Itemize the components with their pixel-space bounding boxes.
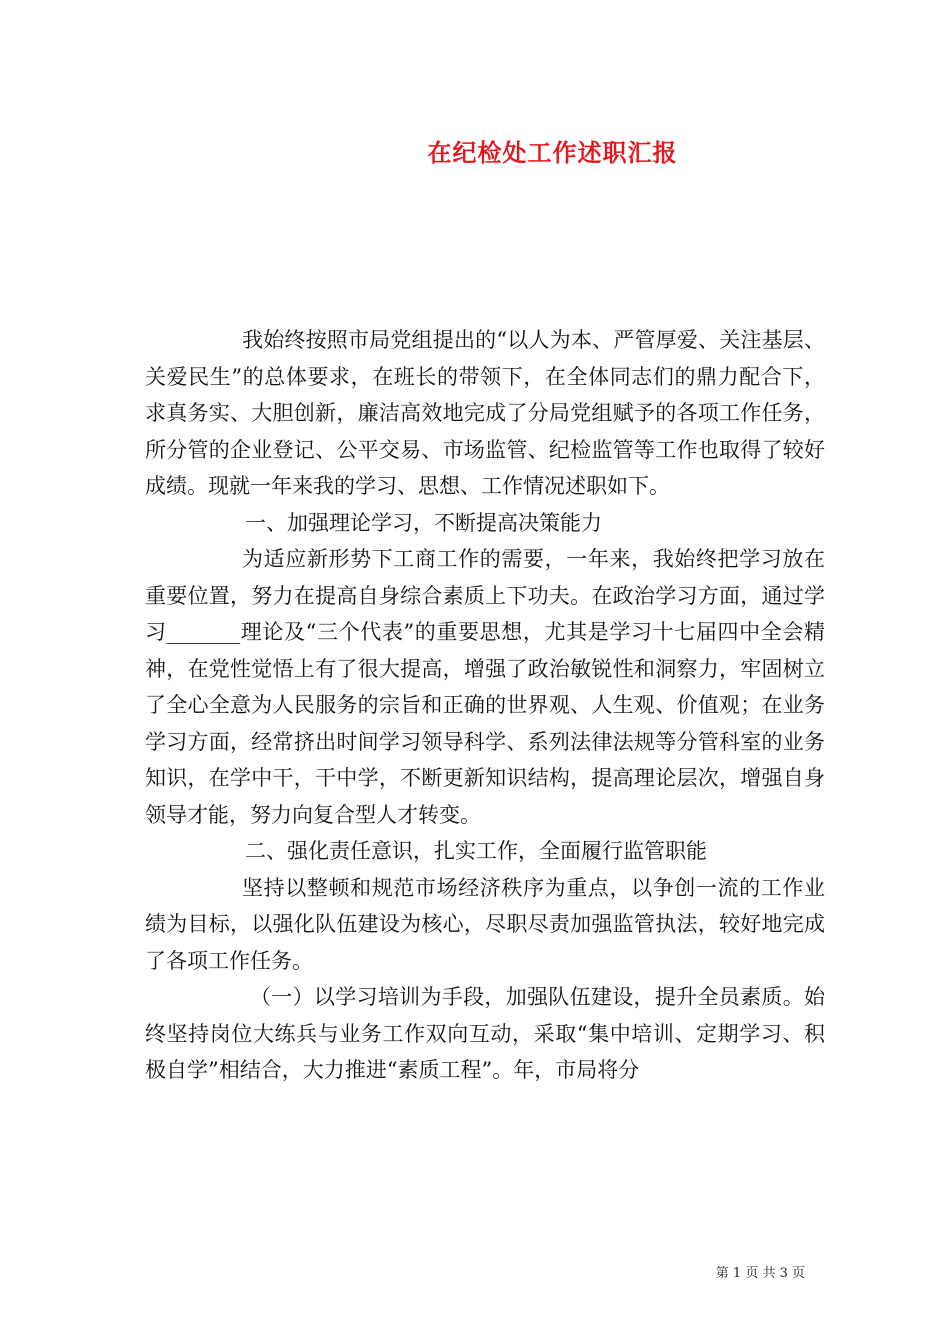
paragraph-duty: 坚持以整顿和规范市场经济秩序为重点，以争创一流的工作业绩为目标，以强化队伍建设为核心，尽职尽责加强监管执法，较好地完成了各项工作任务。 [145,875,825,973]
section-heading-1: 一、加强理论学习，不断提高决策能力 [245,510,602,535]
page-number: 第 1 页 共 3 页 [715,1266,805,1281]
paragraph-study: 为适应新形势下工商工作的需要，一年来，我始终把学习放在重要位置，努力在提高自身综合素质上下功夫。在政治学习方面，通过学习_______理论及“三个代表”的重要思想，尤其是学习十七届四中全会精神，在党性觉悟上有了很大提高，增强了政治敏锐性和洞察力，牢固树立了全心全意为人民服务的宗旨和正确的世界观、人生观、价值观；在业务学习方面，经常挤出时间学习领导科学、系列法律法规等分管科室的业务知识，在学中干，干中学，不断更新知识结构，提高理论层次，增强自身领导才能，努力向复合型人才转变。 [145,547,825,827]
paragraph-training: （一）以学习培训为手段，加强队伍建设，提升全员素质。始终坚持岗位大练兵与业务工作双向互动，采取“集中培训、定期学习、积极自学”相结合，大力推进“素质工程”。年，市局将分 [145,985,825,1082]
document-body [145,322,825,1089]
paragraph-intro: 我始终按照市局党组提出的“以人为本、严管厚爱、关注基层、关爱民生”的总体要求，在班长的带领下，在全体同志们的鼎力配合下，求真务实、大胆创新，廉洁高效地完成了分局党组赋予的各项工作任务，所分管的企业登记、公平交易、市场监管、纪检监管等工作也取得了较好成绩。现就一年来我的学习、思想、工作情况述职如下。 [145,328,825,498]
document-title: 在纪检处工作述职汇报 [427,138,678,167]
section-heading-2: 二、强化责任意识，扎实工作，全面履行监管职能 [245,839,707,863]
